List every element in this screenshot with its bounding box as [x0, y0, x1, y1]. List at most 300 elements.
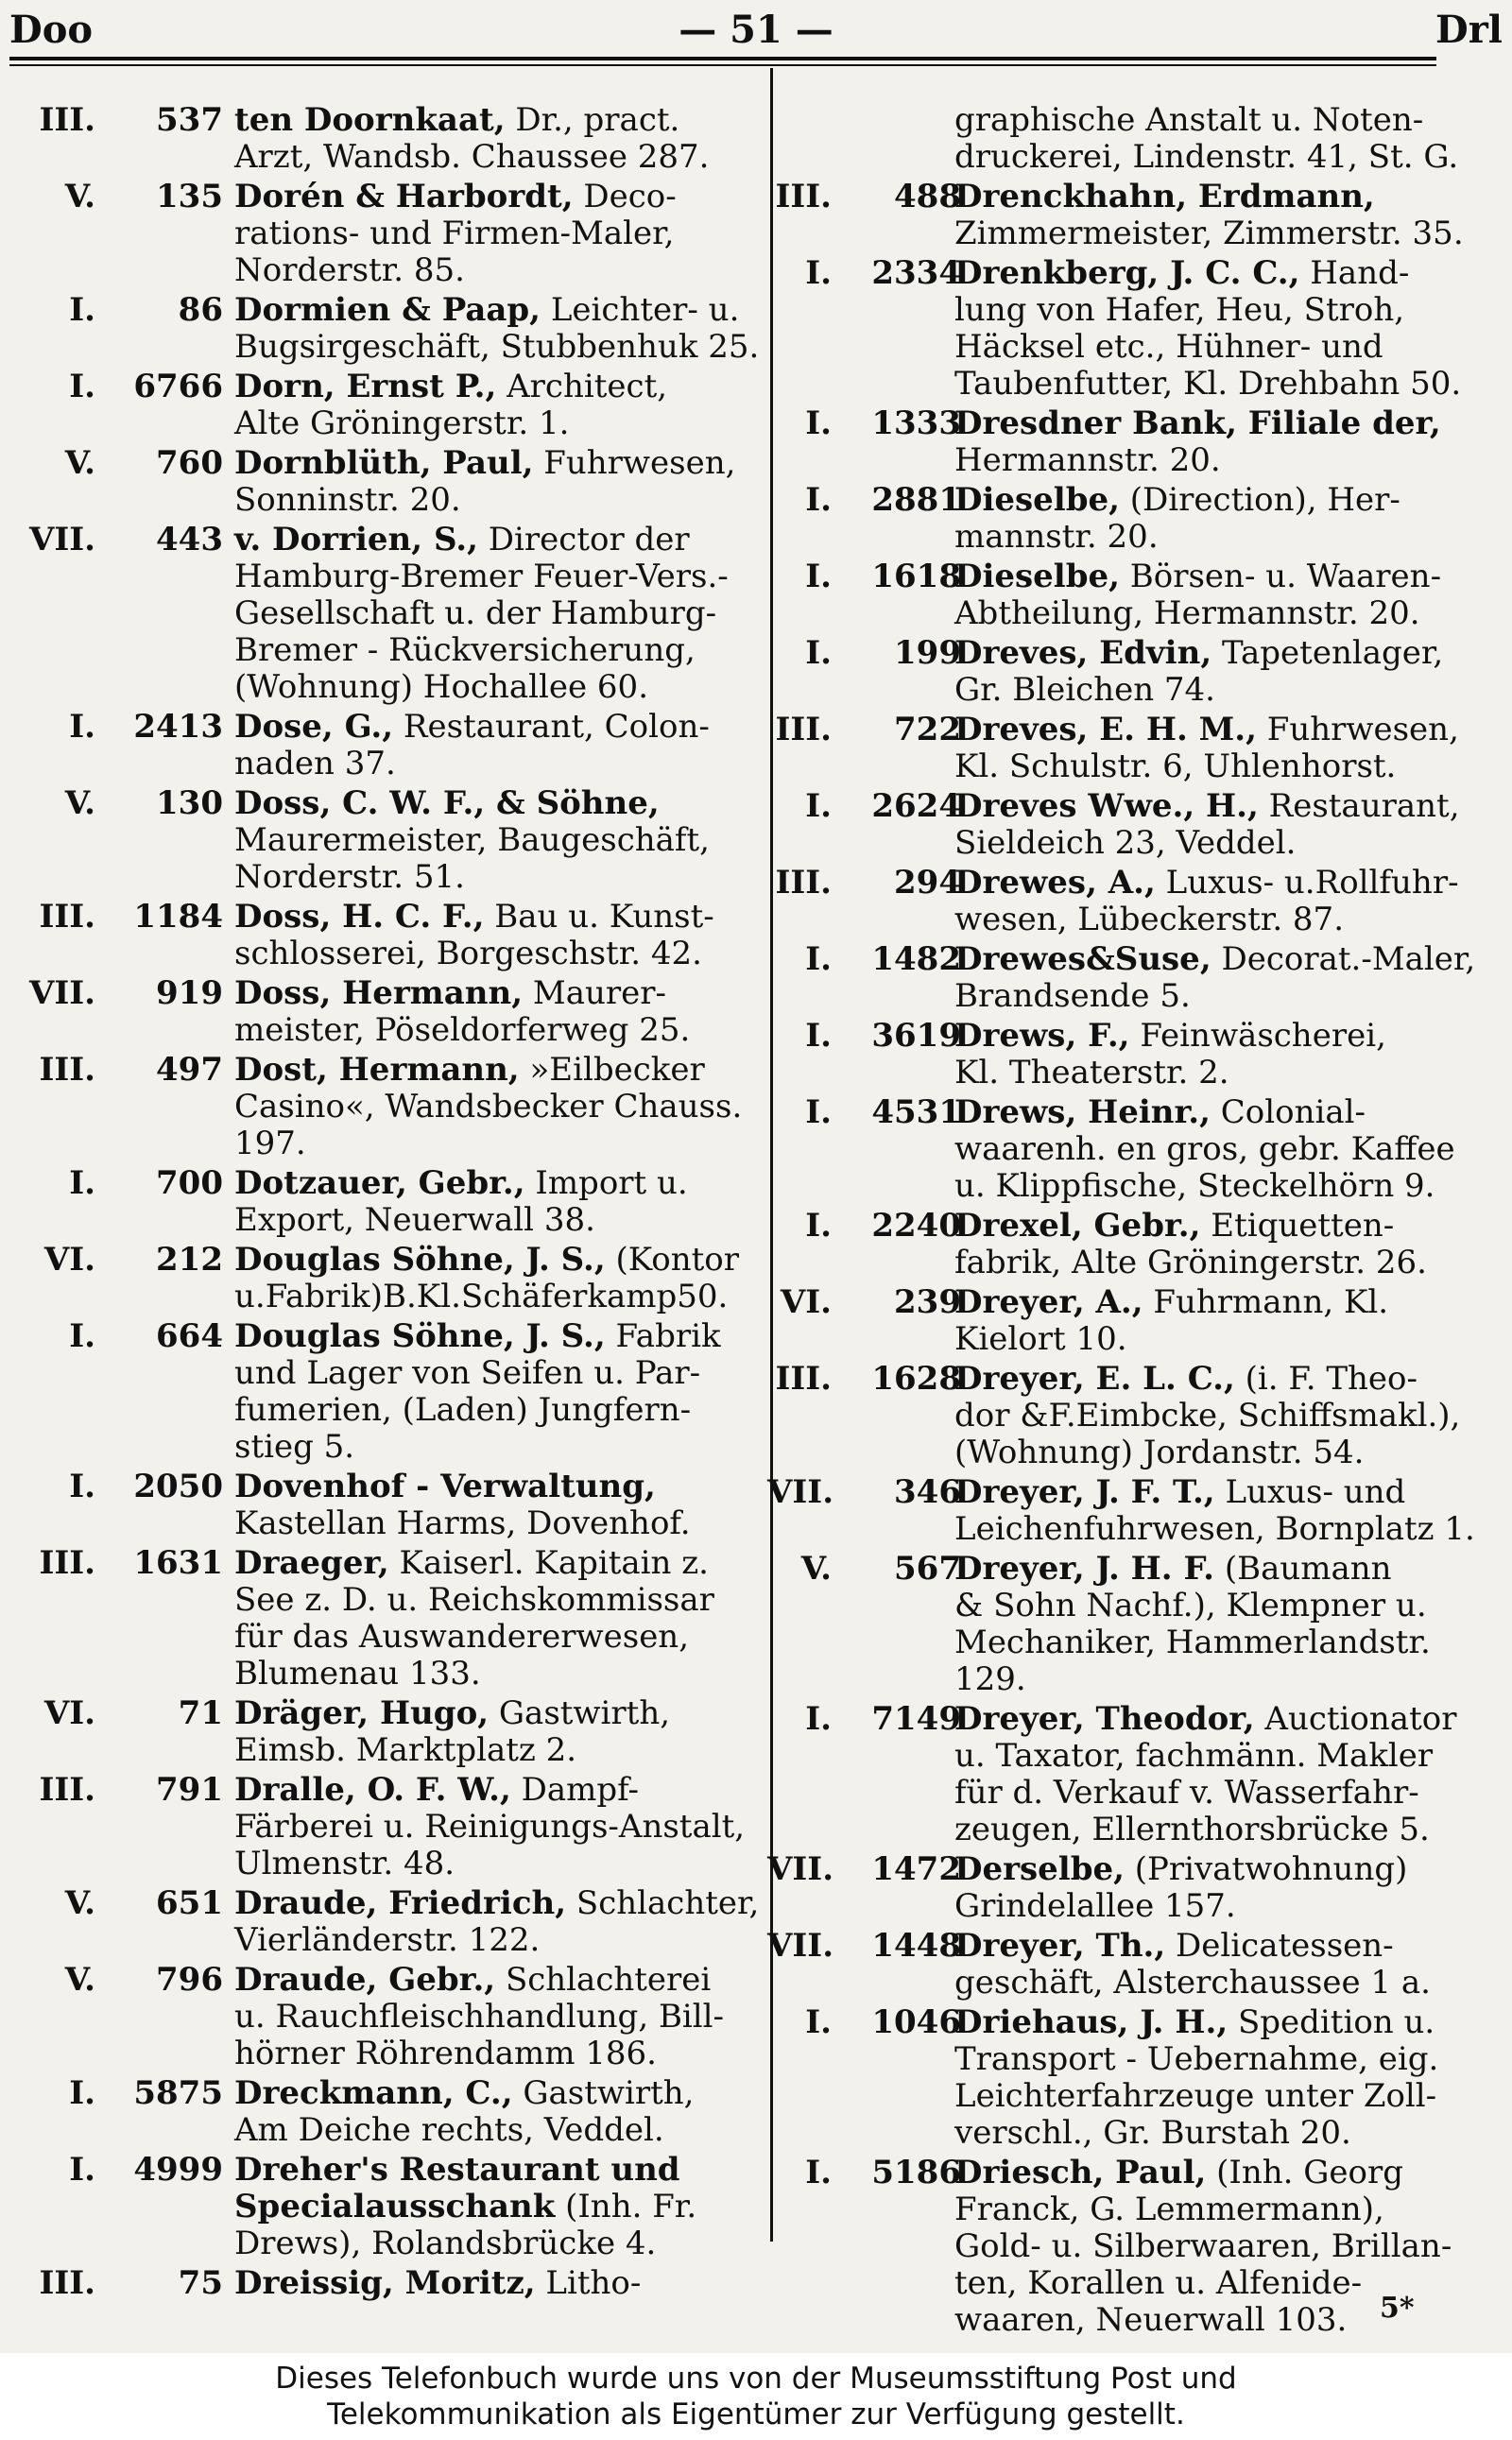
entry-district: I. — [805, 787, 832, 825]
entry-line — [954, 1965, 1467, 2002]
entry-line — [234, 292, 762, 329]
entry-details: u. Rauchfleischhandlung, Bill- — [234, 1998, 725, 2036]
entry-name: v. Dorrien, S., — [234, 521, 478, 558]
entry-details: Abtheilung, Hermannstr. 20. — [954, 594, 1420, 632]
page-header — [9, 8, 1503, 60]
entry-phone-number: 443 — [156, 521, 223, 558]
entry-name: Dovenhof - Verwaltung, — [234, 1468, 656, 1505]
directory-entry — [767, 712, 1467, 785]
entry-phone-number: 75 — [178, 2264, 223, 2302]
entry-details: Tapetenlager, — [1211, 634, 1444, 672]
entry-line — [234, 1809, 762, 1846]
entry-details: Feinwäscherei, — [1129, 1017, 1386, 1055]
entry-line — [954, 1168, 1467, 1205]
entry-phone-number: 130 — [156, 784, 223, 822]
entry-line — [954, 405, 1467, 442]
directory-entry — [767, 635, 1467, 709]
entry-phone-number: 6766 — [133, 368, 223, 405]
entry-line — [954, 978, 1467, 1015]
directory-entry — [767, 940, 1476, 1015]
entry-line — [954, 635, 1467, 672]
entry-details: Schlachterei — [495, 1961, 712, 1999]
directory-entry — [767, 1551, 1467, 1698]
entry-details: Leichterfahrzeuge unter Zoll- — [954, 2077, 1437, 2115]
entry-line — [954, 292, 1467, 329]
entry-details: lung von Hafer, Heu, Stroh, — [954, 291, 1405, 329]
entry-line — [234, 1962, 762, 1999]
entry-name: Dreyer, A., — [954, 1283, 1143, 1321]
entry-text — [234, 1695, 762, 1769]
entry-text — [954, 1928, 1467, 2002]
entry-line — [234, 2225, 762, 2262]
entry-details: Gastwirth, — [489, 1694, 671, 1732]
entry-district: I. — [805, 1017, 832, 1055]
entry-line — [954, 1245, 1467, 1281]
directory-entry — [767, 788, 1467, 862]
entry-details: Decorat.-Maler, — [1211, 940, 1476, 978]
entry-line — [954, 102, 1467, 139]
entry-district: III. — [39, 898, 95, 936]
entry-line — [234, 1052, 762, 1089]
footer-notice — [0, 2353, 1512, 2440]
directory-entry — [15, 1772, 762, 1882]
entry-line — [954, 482, 1467, 519]
entry-text — [234, 1165, 762, 1239]
entry-details: See z. D. u. Reichskommissar — [234, 1581, 714, 1619]
directory-entry — [767, 405, 1467, 479]
entry-text — [954, 405, 1467, 479]
entry-phone-number: 4999 — [133, 2151, 223, 2189]
entry-district: VI. — [780, 1283, 832, 1321]
entry-name: Dotzauer, Gebr., — [234, 1164, 525, 1202]
entry-text — [234, 179, 762, 289]
entry-details: Eimsb. Marktplatz 2. — [234, 1731, 577, 1769]
entry-phone-number: 1184 — [133, 898, 223, 936]
entry-name: Dreves, Edvin, — [954, 634, 1212, 672]
entry-details: Kastellan Harms, Dovenhof. — [234, 1504, 691, 1542]
entry-phone-number: 1631 — [133, 1544, 223, 1582]
directory-entry — [767, 2004, 1467, 2152]
entry-line — [234, 2075, 762, 2112]
entry-name: Dreyer, E. L. C., — [954, 1360, 1235, 1398]
directory-entry — [15, 1318, 762, 1466]
entry-text — [954, 1551, 1467, 1698]
entry-phone-number: 4531 — [871, 1093, 961, 1131]
entry-line — [954, 2155, 1467, 2191]
entry-details: Auctionator — [1254, 1700, 1457, 1738]
entry-line — [234, 1999, 762, 2036]
entry-details: Kl. Theaterstr. 2. — [954, 1054, 1229, 1091]
entry-details: Hand- — [1299, 254, 1410, 292]
entry-phone-number: 488 — [894, 178, 961, 215]
entry-name: Dieselbe, — [954, 481, 1120, 519]
entry-details: und Lager von Seifen u. Par- — [234, 1354, 701, 1392]
entry-district: III. — [775, 711, 832, 748]
entry-details: Sonninstr. 20. — [234, 481, 461, 519]
entry-phone-number: 760 — [156, 444, 223, 482]
entry-details: u. Taxator, fachmänn. Makler — [954, 1737, 1434, 1775]
entry-district: I. — [69, 291, 95, 329]
entry-line — [234, 1392, 762, 1429]
entry-line — [234, 785, 762, 822]
entry-district: VII. — [767, 1927, 834, 1965]
entry-line — [234, 632, 762, 669]
entry-line — [954, 825, 1467, 862]
entry-name: Dresdner Bank, Filiale der, — [954, 404, 1441, 442]
entry-details: Grindelallee 157. — [954, 1887, 1236, 1925]
entry-district: V. — [800, 1550, 832, 1588]
entry-details: Gold- u. Silberwaaren, Brillan- — [954, 2227, 1452, 2265]
entry-details: (Kontor — [605, 1241, 740, 1279]
entry-details: Fabrik — [605, 1317, 721, 1355]
entry-line — [234, 1505, 762, 1542]
entry-text — [234, 102, 762, 176]
directory-entry — [15, 975, 762, 1049]
entry-phone-number: 722 — [894, 711, 961, 748]
entry-details: Am Deiche rechts, Veddel. — [234, 2111, 664, 2149]
entry-text — [954, 2004, 1467, 2152]
entry-name: Drenckhahn, Erdmann, — [954, 178, 1375, 215]
entry-text — [954, 788, 1467, 862]
entry-line — [234, 1355, 762, 1392]
entry-details: waaren, Neuerwall 103. — [954, 2301, 1348, 2339]
entry-line — [954, 595, 1467, 632]
entry-line — [954, 2078, 1467, 2115]
entry-details: Färberei u. Reinigungs-Anstalt, — [234, 1808, 746, 1846]
entry-phone-number: 651 — [156, 1884, 223, 1922]
entry-district: III. — [39, 2264, 95, 2302]
entry-district: I. — [69, 1317, 95, 1355]
entry-text — [234, 2152, 762, 2262]
entry-line — [234, 899, 762, 936]
entry-phone-number: 1333 — [871, 404, 961, 442]
entry-details: Kaiserl. Kapitain z. — [388, 1544, 709, 1582]
directory-entry — [767, 558, 1467, 632]
entry-name: Drexel, Gebr., — [954, 1207, 1201, 1245]
entry-line — [954, 1018, 1467, 1055]
entry-phone-number: 5875 — [133, 2074, 223, 2112]
entry-line — [234, 975, 762, 1012]
entry-phone-number: 2334 — [871, 254, 961, 292]
entry-district: I. — [805, 481, 832, 519]
entry-name: Driesch, Paul, — [954, 2154, 1207, 2191]
entry-line — [234, 369, 762, 405]
entry-line — [234, 1318, 762, 1355]
entry-details: Etiquetten- — [1200, 1207, 1395, 1245]
entry-name: Douglas Söhne, J. S., — [234, 1317, 606, 1355]
entry-name: Dorn, Ernst P., — [234, 368, 497, 405]
entry-details: Bremer - Rückversicherung, — [234, 631, 696, 669]
entry-details: Alte Gröningerstr. 1. — [234, 404, 570, 442]
entry-details: u.Fabrik)B.Kl.Schäferkamp50. — [234, 1278, 729, 1315]
entry-details: Architect, — [496, 368, 668, 405]
entry-details: mannstr. 20. — [954, 518, 1159, 556]
entry-line — [954, 712, 1467, 748]
entry-district: V. — [64, 784, 95, 822]
entry-text — [954, 102, 1467, 176]
entry-details: geschäft, Alsterchaussee 1 a. — [954, 1964, 1431, 2002]
entry-details: Director der — [477, 521, 690, 558]
entry-text — [954, 1361, 1467, 1471]
entry-details: Hamburg-Bremer Feuer-Vers.- — [234, 558, 729, 595]
entry-line — [234, 1469, 762, 1505]
entry-line — [954, 1738, 1467, 1775]
entry-details: (i. F. Theo- — [1234, 1360, 1418, 1398]
entry-district: I. — [69, 708, 95, 746]
entry-district: III. — [775, 1360, 832, 1398]
entry-district: VII. — [767, 1850, 834, 1888]
entry-details: wesen, Lübeckerstr. 87. — [954, 901, 1345, 938]
directory-entry — [15, 709, 762, 782]
entry-district: I. — [69, 2151, 95, 2189]
entry-phone-number: 1482 — [871, 940, 961, 978]
entry-name: Dieselbe, — [954, 558, 1120, 595]
entry-line — [954, 2228, 1467, 2265]
entry-text — [234, 975, 762, 1049]
entry-phone-number: 86 — [178, 291, 223, 329]
entry-text — [954, 712, 1467, 785]
entry-phone-number: 5186 — [871, 2154, 961, 2191]
entry-line — [954, 1812, 1467, 1848]
entry-details: (Baumann — [1214, 1550, 1392, 1588]
entry-details: Maurer- — [523, 974, 666, 1012]
entry-district: VII. — [767, 1473, 834, 1511]
entry-district: I. — [69, 368, 95, 405]
entry-name: Specialausschank — [234, 2188, 556, 2225]
entry-line — [954, 1474, 1467, 1511]
entry-line — [234, 859, 762, 896]
entry-text — [954, 1701, 1467, 1848]
entry-text — [954, 1851, 1467, 1925]
entry-district: I. — [69, 2074, 95, 2112]
entry-details: schlosserei, Borgeschstr. 42. — [234, 935, 702, 972]
entry-line — [234, 1732, 762, 1769]
entry-details: Maurermeister, Baugeschäft, — [234, 821, 710, 859]
left-column — [15, 102, 762, 2305]
entry-line — [954, 865, 1467, 902]
entry-details: (Wohnung) Hochallee 60. — [234, 668, 648, 706]
directory-entry — [767, 1361, 1467, 1471]
entry-phone-number: 7149 — [871, 1700, 961, 1738]
directory-entry — [767, 1284, 1467, 1358]
entry-district: VI. — [43, 1241, 95, 1279]
entry-line — [234, 709, 762, 746]
entry-line — [234, 1846, 762, 1882]
entry-name: Draude, Gebr., — [234, 1961, 496, 1999]
entry-line — [954, 2004, 1467, 2041]
entry-text — [234, 2075, 762, 2149]
entry-details: Deco- — [573, 178, 677, 215]
entry-details: Gesellschaft u. der Hamburg- — [234, 594, 717, 632]
directory-entry — [15, 2265, 762, 2302]
entry-line — [954, 1361, 1467, 1398]
entry-text — [954, 1208, 1467, 1281]
entry-details: & Sohn Nachf.), Klempner u. — [954, 1587, 1427, 1624]
entry-details: zeugen, Ellernthorsbrücke 5. — [954, 1811, 1430, 1848]
entry-name: Dormien & Paap, — [234, 291, 541, 329]
entry-details: Norderstr. 51. — [234, 858, 465, 896]
directory-entry — [767, 865, 1467, 938]
entry-name: Doss, C. W. F., & Söhne, — [234, 784, 660, 822]
entry-line — [954, 1208, 1467, 1245]
directory-entry — [15, 1242, 762, 1315]
entry-details: verschl., Gr. Burstah 20. — [954, 2114, 1351, 2152]
entry-line — [234, 1619, 762, 1656]
entry-name: Dralle, O. F. W., — [234, 1771, 511, 1809]
entry-text — [234, 445, 762, 519]
entry-line — [234, 405, 762, 442]
entry-text — [234, 1052, 762, 1162]
entry-line — [954, 255, 1467, 292]
entry-district: V. — [64, 178, 95, 215]
directory-entry — [15, 785, 762, 896]
entry-phone-number: 3619 — [871, 1017, 961, 1055]
entry-line — [234, 252, 762, 289]
entry-text — [234, 1318, 762, 1466]
entry-line — [234, 1202, 762, 1239]
entry-line — [234, 746, 762, 782]
entry-text — [954, 1284, 1467, 1358]
entry-district: I. — [805, 404, 832, 442]
entry-line — [954, 1661, 1467, 1698]
entry-details: Fuhrwesen, — [1256, 711, 1459, 748]
entry-details: für das Auswandererwesen, — [234, 1618, 690, 1656]
directory-entry — [767, 179, 1467, 252]
entry-details: Blumenau 133. — [234, 1655, 481, 1693]
entry-details: Import u. — [524, 1164, 688, 1202]
entry-details: (Inh. Georg — [1206, 2154, 1404, 2191]
entry-line — [954, 788, 1467, 825]
entry-details: Fuhrwesen, — [533, 444, 736, 482]
entry-name: Doss, Hermann, — [234, 974, 524, 1012]
entry-text — [234, 785, 762, 896]
entry-phone-number: 2624 — [871, 787, 961, 825]
entry-text — [234, 1885, 762, 1959]
entry-name: Dräger, Hugo, — [234, 1694, 490, 1732]
page-number: — 51 — — [679, 8, 833, 52]
entry-text — [234, 1242, 762, 1315]
entry-details: Bugsirgeschäft, Stubbenhuk 25. — [234, 328, 760, 366]
entry-details: Sieldeich 23, Veddel. — [954, 824, 1297, 862]
entry-district: I. — [69, 1468, 95, 1505]
directory-entry — [767, 1018, 1467, 1091]
entry-details: waarenh. en gros, gebr. Kaffee — [954, 1130, 1455, 1168]
entry-details: Restaurant, Colon- — [393, 708, 710, 746]
directory-entry — [15, 292, 762, 366]
entry-line — [954, 2041, 1467, 2078]
entry-details: (Wohnung) Jordanstr. 54. — [954, 1434, 1365, 1471]
entry-line — [234, 669, 762, 706]
entry-text — [954, 1473, 1475, 1548]
entry-line — [954, 1435, 1467, 1471]
entry-phone-number: 567 — [894, 1550, 961, 1588]
entry-name: Dreckmann, C., — [234, 2074, 513, 2112]
directory-entry — [15, 1885, 762, 1959]
directory-entry — [767, 1701, 1467, 1848]
entry-line — [234, 936, 762, 972]
entry-details: graphische Anstalt u. Noten- — [954, 101, 1424, 139]
entry-line — [954, 1624, 1467, 1661]
entry-details: hörner Röhrendamm 186. — [234, 2035, 657, 2072]
entry-text — [954, 482, 1467, 556]
directory-entry — [15, 179, 762, 289]
entry-details: Bau u. Kunst- — [484, 898, 714, 936]
entry-line — [954, 329, 1467, 366]
entry-line — [234, 1012, 762, 1049]
entry-line — [234, 2152, 762, 2189]
entry-name: Draeger, — [234, 1544, 389, 1582]
entry-line — [234, 1089, 762, 1125]
entry-line — [954, 1510, 1475, 1548]
entry-line — [234, 822, 762, 859]
entry-details: Luxus- u.Rollfuhr- — [1155, 864, 1459, 902]
entry-phone-number: 497 — [156, 1051, 223, 1089]
entry-district: I. — [805, 1207, 832, 1245]
directory-entry — [15, 1165, 762, 1239]
entry-text — [234, 1962, 762, 2072]
directory-entry — [15, 445, 762, 519]
entry-text — [234, 1545, 762, 1693]
entry-details: Casino«, Wandsbecker Chauss. — [234, 1088, 743, 1125]
entry-details: u. Klippfische, Steckelhörn 9. — [954, 1167, 1435, 1205]
entry-text — [234, 709, 762, 782]
entry-details: naden 37. — [234, 745, 396, 782]
entry-district: I. — [805, 940, 832, 978]
entry-phone-number: 791 — [156, 1771, 223, 1809]
entry-line — [234, 1922, 762, 1959]
entry-district: III. — [39, 101, 95, 139]
entry-details: Export, Neuerwall 38. — [234, 1201, 595, 1239]
header-rule-thin — [9, 64, 1436, 66]
entry-district: VI. — [43, 1694, 95, 1732]
entry-name: Draude, Friedrich, — [234, 1884, 567, 1922]
directory-entry — [15, 1545, 762, 1693]
directory-entry — [767, 1094, 1467, 1205]
entry-details: Colonial- — [1210, 1093, 1366, 1131]
entry-line — [954, 940, 1476, 978]
entry-name: Dreyer, Theodor, — [954, 1700, 1255, 1738]
entry-district: I. — [805, 558, 832, 595]
entry-line — [954, 1398, 1467, 1435]
entry-name: Dreves, E. H. M., — [954, 711, 1257, 748]
entry-name: Drews, Heinr., — [954, 1093, 1211, 1131]
entry-details: 129. — [954, 1660, 1026, 1698]
entry-details: Vierländerstr. 122. — [234, 1921, 541, 1959]
entry-phone-number: 199 — [894, 634, 961, 672]
entry-phone-number: 71 — [178, 1694, 223, 1732]
directory-entry — [15, 1469, 762, 1542]
entry-line — [234, 102, 762, 139]
entry-line — [954, 1928, 1467, 1965]
sheet-mark: 5* — [1380, 2292, 1415, 2325]
entry-text — [234, 292, 762, 366]
entry-details: 197. — [234, 1125, 306, 1162]
directory-entry — [15, 522, 762, 706]
entry-name: Dornblüth, Paul, — [234, 444, 534, 482]
entry-name: Dost, Hermann, — [234, 1051, 520, 1089]
directory-entry — [767, 1851, 1467, 1925]
entry-district: I. — [805, 2003, 832, 2041]
entry-district: I. — [69, 1164, 95, 1202]
entry-phone-number: 796 — [156, 1961, 223, 1999]
directory-entry — [767, 102, 1467, 176]
entry-line — [954, 748, 1467, 785]
entry-district: I. — [805, 254, 832, 292]
entry-text — [954, 940, 1476, 1015]
entry-district: I. — [805, 634, 832, 672]
entry-name: Doss, H. C. F., — [234, 898, 485, 936]
entry-name: Drewes, A., — [954, 864, 1156, 902]
